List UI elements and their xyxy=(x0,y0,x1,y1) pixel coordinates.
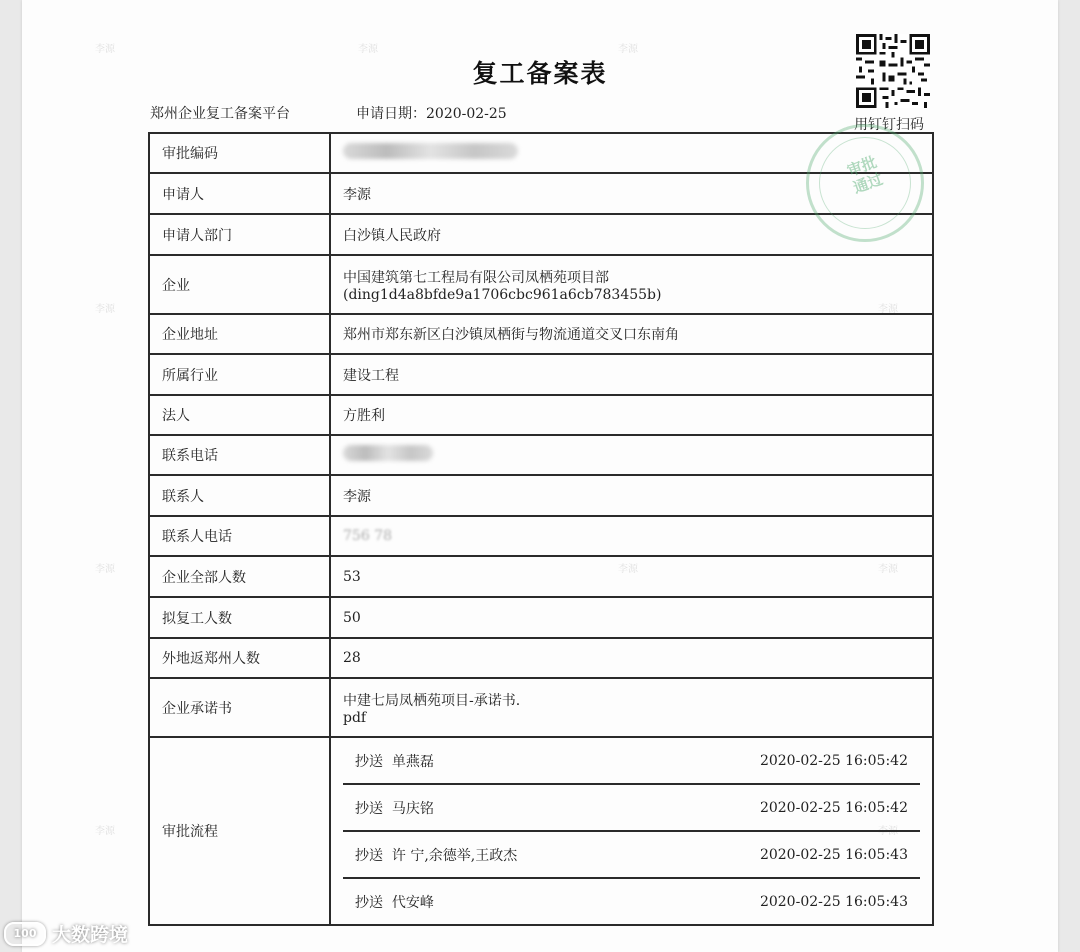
field-label: 拟复工人数 xyxy=(149,597,330,638)
applicant-value: 李源 xyxy=(330,173,933,214)
flow-time: 2020-02-25 16:05:42 xyxy=(643,738,920,784)
table-row xyxy=(149,597,933,638)
redacted-text xyxy=(343,143,518,159)
field-label: 联系人电话 xyxy=(149,516,330,556)
field-label: 企业地址 xyxy=(149,314,330,354)
watermark: 李源 xyxy=(618,564,638,575)
pledge-attachment[interactable] xyxy=(330,678,933,737)
watermark: 李源 xyxy=(95,304,115,315)
brand-watermark xyxy=(4,920,128,947)
table-row xyxy=(149,354,933,395)
total-staff-value: 53 xyxy=(330,556,933,597)
field-label: 企业承诺书 xyxy=(149,678,330,737)
watermark: 李源 xyxy=(95,564,115,575)
filing-form-table xyxy=(148,132,934,926)
flow-entry xyxy=(343,878,643,924)
watermark: 李源 xyxy=(878,826,898,837)
table-row xyxy=(149,516,933,556)
field-label: 申请人部门 xyxy=(149,214,330,255)
contact-phone-value xyxy=(330,516,933,556)
company-name: 中国建筑第七工程局有限公司凤栖苑项目部 xyxy=(343,269,609,286)
table-row xyxy=(149,678,933,737)
flow-people: 许 宁,余德举,王政杰 xyxy=(391,847,518,864)
field-label: 法人 xyxy=(149,395,330,435)
field-label: 企业全部人数 xyxy=(149,556,330,597)
pledge-file-ext[interactable]: pdf xyxy=(343,709,367,726)
flow-people: 马庆铭 xyxy=(391,800,434,817)
document-title: 复工备案表 xyxy=(472,59,608,88)
qr-caption: 用钉钉扫码 xyxy=(854,117,924,133)
flow-action: 抄送 xyxy=(355,753,383,770)
qr-code-icon[interactable] xyxy=(856,34,930,108)
flow-entry xyxy=(343,784,643,831)
table-row xyxy=(149,314,933,354)
company-id: (ding1d4a8bfde9a1706cbc961a6cb783455b) xyxy=(343,286,662,303)
flow-item xyxy=(343,738,920,784)
field-label: 审批编码 xyxy=(149,133,330,173)
field-label: 所属行业 xyxy=(149,354,330,395)
watermark: 李源 xyxy=(358,44,378,55)
phone-value xyxy=(330,435,933,475)
department-value: 白沙镇人民政府 xyxy=(330,214,933,255)
flow-item xyxy=(343,831,920,878)
apply-date: 申请日期：2020-02-25 xyxy=(356,106,507,122)
flow-entry xyxy=(343,738,643,784)
field-label: 联系人 xyxy=(149,475,330,516)
watermark: 李源 xyxy=(95,826,115,837)
flow-time: 2020-02-25 16:05:43 xyxy=(643,831,920,878)
table-row xyxy=(149,395,933,435)
table-row xyxy=(149,435,933,475)
company-value xyxy=(330,255,933,314)
brand-logo-icon: 100 xyxy=(4,922,46,946)
address-value: 郑州市郑东新区白沙镇凤栖街与物流通道交叉口东南角 xyxy=(330,314,933,354)
watermark: 李源 xyxy=(878,304,898,315)
flow-people: 单燕磊 xyxy=(391,753,434,770)
approval-flow-list xyxy=(343,738,920,924)
table-row xyxy=(149,475,933,516)
watermark: 李源 xyxy=(618,44,638,55)
flow-item xyxy=(343,878,920,924)
flow-action: 抄送 xyxy=(355,847,383,864)
field-label: 企业 xyxy=(149,255,330,314)
field-label: 外地返郑州人数 xyxy=(149,638,330,678)
industry-value: 建设工程 xyxy=(330,354,933,395)
brand-name: 大数跨境 xyxy=(52,924,129,946)
approved-stamp-icon xyxy=(806,124,924,242)
flow-time: 2020-02-25 16:05:42 xyxy=(643,784,920,831)
pledge-file-name[interactable]: 中建七局凤栖苑项目-承诺书. xyxy=(343,692,521,709)
watermark: 李源 xyxy=(878,564,898,575)
approval-flow xyxy=(330,737,933,925)
field-label: 申请人 xyxy=(149,173,330,214)
nonlocal-staff-value: 28 xyxy=(330,638,933,678)
flow-action: 抄送 xyxy=(355,894,383,911)
flow-item xyxy=(343,784,920,831)
redacted-text xyxy=(343,445,433,461)
contact-phone-partial: 756 78 xyxy=(343,528,392,544)
table-row xyxy=(149,255,933,314)
stamp-text: 审批 通过 xyxy=(844,152,886,198)
legal-rep-value: 方胜利 xyxy=(330,395,933,435)
flow-time: 2020-02-25 16:05:43 xyxy=(759,893,908,910)
flow-action: 抄送 xyxy=(355,800,383,817)
table-row xyxy=(149,638,933,678)
table-row xyxy=(149,556,933,597)
table-row xyxy=(149,214,933,255)
platform-name: 郑州企业复工备案平台 xyxy=(150,106,290,122)
return-staff-value: 50 xyxy=(330,597,933,638)
watermark: 李源 xyxy=(95,44,115,55)
field-label: 联系电话 xyxy=(149,435,330,475)
flow-people: 代安峰 xyxy=(391,894,434,911)
field-label: 审批流程 xyxy=(149,737,330,925)
contact-value: 李源 xyxy=(330,475,933,516)
table-row xyxy=(149,737,933,925)
flow-entry xyxy=(343,831,643,878)
